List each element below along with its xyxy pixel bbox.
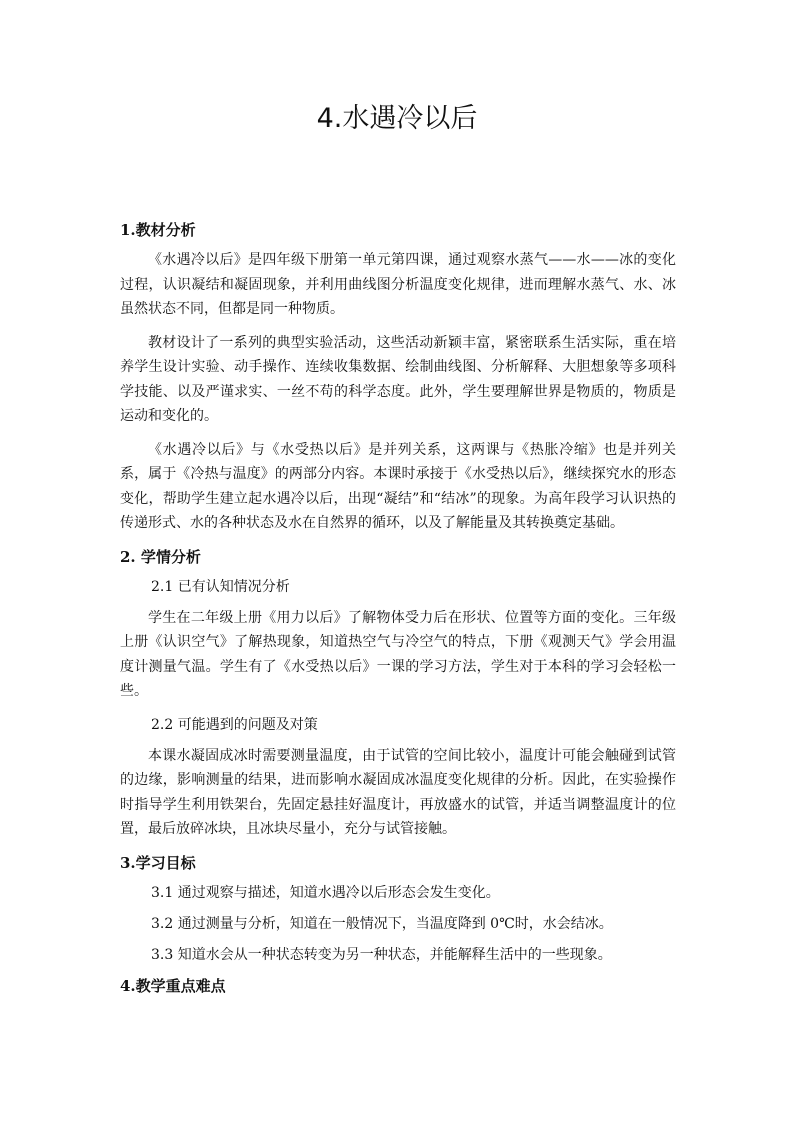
section-heading-key-points: 4.教学重点难点: [120, 976, 226, 995]
goal-item: 3.3 知道水会从一种状态转变为另一种状态，并能解释生活中的一些现象。: [151, 946, 612, 963]
goal-item: 3.1 通过观察与描述，知道水遇冷以后形态会发生变化。: [151, 884, 500, 901]
document-title: 4.水遇冷以后: [316, 103, 478, 134]
section-heading-learner-analysis: 2. 学情分析: [120, 547, 201, 566]
paragraph: 学生在二年级上册《用力以后》了解物体受力后在形状、位置等方面的变化。三年级上册《认识空气》了解热现象，知道热空气与冷空气的特点，下册《观测天气》学会用温度计测量气温。学生有了《水受热以后》一课的学习方法，学生对于本科的学习会轻松一些。: [120, 609, 676, 699]
paragraph: 《水遇冷以后》是四年级下册第一单元第四课，通过观察水蒸气——水——冰的变化过程，认识凝结和凝固现象，并利用曲线图分析温度变化规律，进而理解水蒸气、水、冰虽然状态不同，但都是同一种物质。: [120, 252, 676, 317]
document-body: [120, 218, 676, 1004]
subsection-heading-prior-knowledge: 2.1 已有认知情况分析: [151, 578, 290, 595]
paragraph: 本课水凝固成冰时需要测量温度，由于试管的空间比较小，温度计可能会触碰到试管的边缘，影响测量的结果，进而影响水凝固成冰温度变化规律的分析。因此，在实验操作时指导学生利用铁架台，先固定悬挂好温度计，再放盛水的试管，并适当调整温度计的位置，最后放碎冰块，且冰块尽量小，充分与试管接触。: [120, 747, 676, 837]
paragraph: 《水遇冷以后》与《水受热以后》是并列关系，这两课与《热胀冷缩》也是并列关系，属于《冷热与温度》的两部分内容。本课时承接于《水受热以后》，继续探究水的形态变化，帮助学生建立起水遇冷以后，出现“凝结”和“结冰”的现象。为高年段学习认识热的传递形式、水的各种状态及水在自然界的循环，以及了解能量及其转换奠定基础。: [120, 441, 676, 531]
paragraph: 教材设计了一系列的典型实验活动，这些活动新颖丰富，紧密联系生活实际，重在培养学生设计实验、动手操作、连续收集数据、绘制曲线图、分析解释、大胆想象等多项科学技能、以及严谨求实、一丝不苟的科学态度。此外，学生要理解世界是物质的，物质是运动和变化的。: [120, 334, 676, 424]
section-heading-learning-goals: 3.学习目标: [120, 853, 196, 872]
goal-item: 3.2 通过测量与分析，知道在一般情况下，当温度降到 0℃时，水会结冰。: [151, 915, 613, 932]
section-heading-textbook-analysis: 1.教材分析: [120, 221, 196, 239]
subsection-heading-problems-solutions: 2.2 可能遇到的问题及对策: [151, 716, 318, 733]
